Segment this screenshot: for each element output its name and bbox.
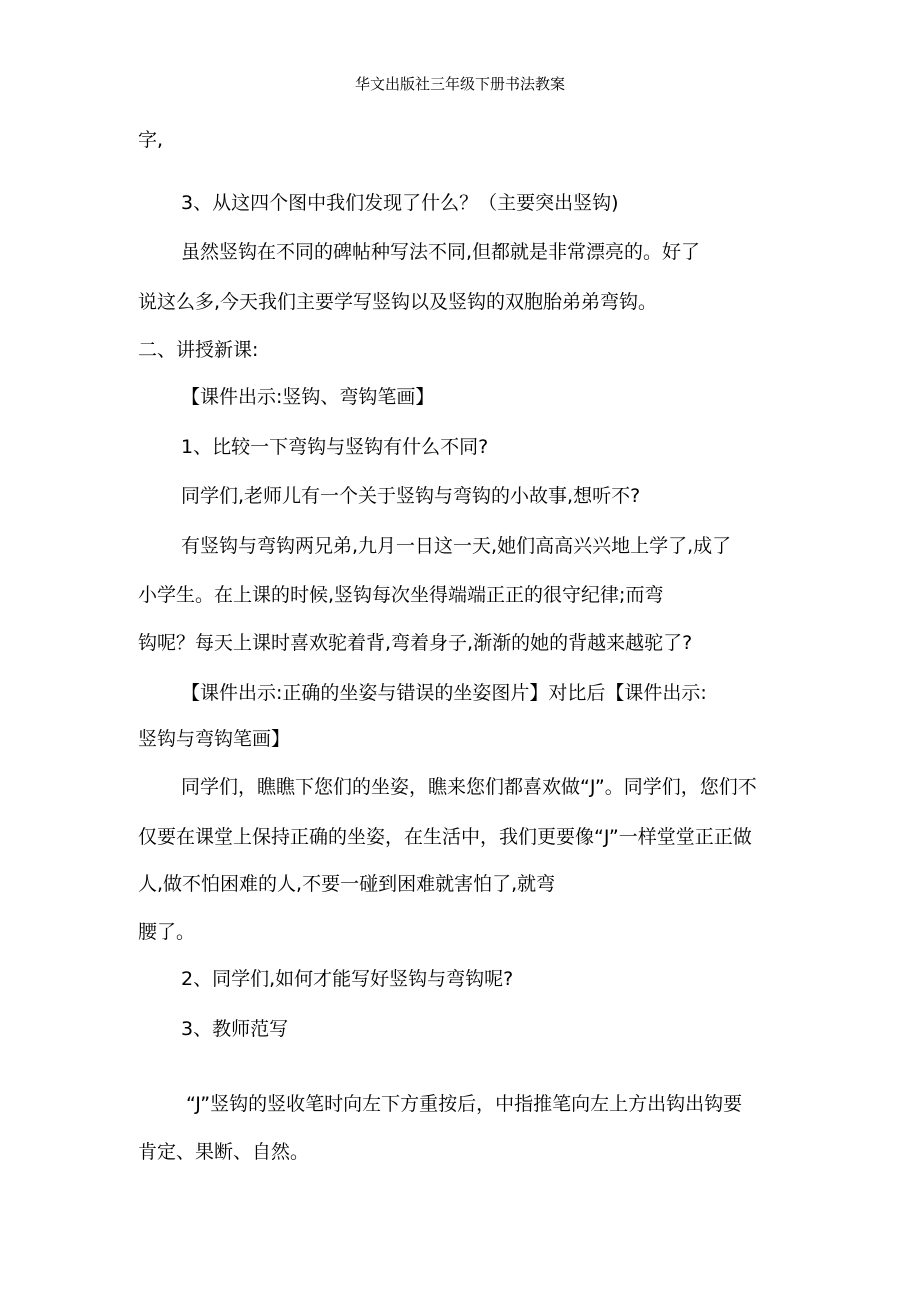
page-header: 华文出版社三年级下册书法教案 [354,75,565,93]
text-line-11: 钩呢？每天上课时喜欢驼着背,弯着身子,渐渐的她的背越来越驼了? [138,632,693,654]
text-line-18: 2、同学们,如何才能写好竖钩与弯钩呢? [181,968,514,990]
text-line-20: “J”竖钩的竖收笔时向左下方重按后，中指推笔向左上方出钩出钩要 [186,1093,743,1115]
text-line-21: 肯定、果断、自然。 [138,1141,310,1163]
text-line-4: 说这么多,今天我们主要学写竖钩以及竖钩的双胞胎弟弟弯钩。 [138,291,658,313]
text-line-9: 有竖钩与弯钩两兄弟,九月一日这一天,她们高高兴兴地上学了,成了 [181,535,732,557]
text-line-3: 虽然竖钩在不同的碑帖种写法不同,但都就是非常漂亮的。好了 [181,241,701,263]
text-line-13: 竖钩与弯钩笔画】 [138,728,291,750]
text-line-14: 同学们，瞧瞧下您们的坐姿，瞧来您们都喜欢做“J”。同学们，您们不 [181,776,757,798]
courseware-note-1: 【课件出示:竖钩、弯钩笔画】 [181,386,435,408]
text-line-7: 1、比较一下弯钩与竖钩有什么不同? [181,436,489,458]
text-line-2: 3、从这四个图中我们发现了什么？（主要突出竖钩) [181,192,619,214]
text-line-19: 3、教师范写 [181,1018,289,1040]
text-line-1: 字, [138,129,164,151]
text-line-8: 同学们,老师儿有一个关于竖钩与弯钩的小故事,想听不? [181,485,641,507]
courseware-note-2: 【课件出示:正确的坐姿与错误的坐姿图片】对比后【课件出示: [181,682,707,704]
text-line-17: 腰了。 [138,921,196,943]
text-line-16: 人,做不怕困难的人,不要一碰到困难就害怕了,就弯 [138,873,556,895]
text-line-15: 仅要在课堂上保持正确的坐姿，在生活中，我们更要像“J”一样堂堂正正做 [138,826,752,848]
section-heading: 二、讲授新课: [138,339,259,361]
text-line-10: 小学生。在上课的时候,竖钩每次坐得端端正正的很守纪律;而弯 [138,584,664,606]
